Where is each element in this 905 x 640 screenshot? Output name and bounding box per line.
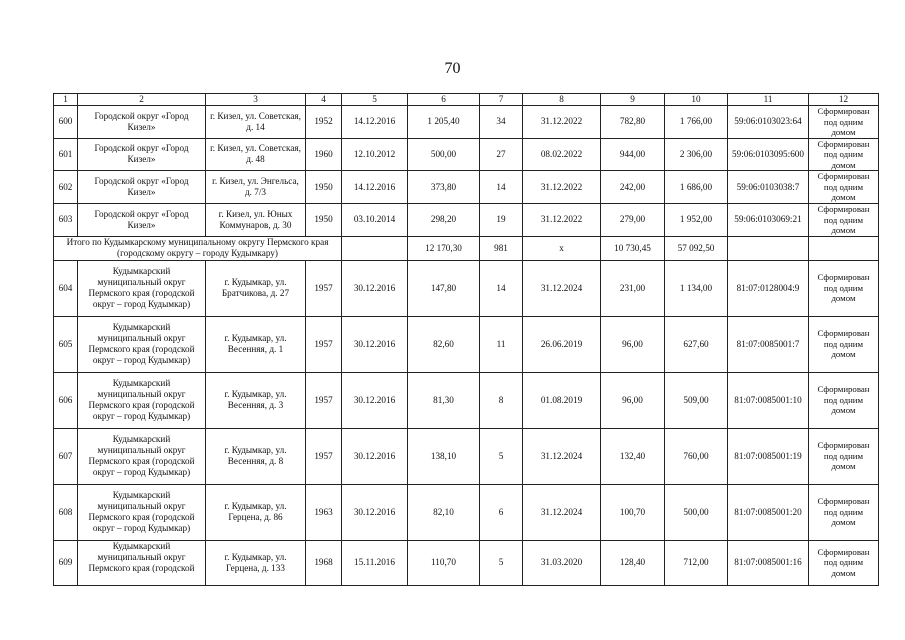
row-number: 602: [54, 171, 78, 204]
address-cell: г. Кизел, ул. Советская, д. 14: [206, 106, 306, 139]
value-cell: 1 766,00: [665, 106, 728, 139]
area-cell: 81,30: [408, 372, 480, 428]
column-header: 4: [306, 94, 342, 106]
municipality-cell: Городской округ «Город Кизел»: [78, 203, 206, 236]
residents-cell: 19: [480, 203, 523, 236]
housing-table: [53, 93, 879, 586]
year-cell: 1957: [306, 316, 342, 372]
value-cell: 627,60: [665, 316, 728, 372]
total-value-10: 57 092,50: [665, 236, 728, 260]
deadline-cell: 31.12.2022: [523, 106, 601, 139]
area-cell: 298,20: [408, 203, 480, 236]
year-cell: 1957: [306, 260, 342, 316]
table-row: [54, 428, 879, 484]
empty-cell: [809, 236, 879, 260]
status-cell: Сформирован под одним домом: [809, 260, 879, 316]
address-cell: г. Кудымкар, ул. Герцена, д. 86: [206, 484, 306, 540]
address-cell: г. Кудымкар, ул. Весенняя, д. 1: [206, 316, 306, 372]
column-header: 1: [54, 94, 78, 106]
value-cell: 782,80: [601, 106, 665, 139]
total-value-9: 10 730,45: [601, 236, 665, 260]
cadastral-cell: 59:06:0103023:64: [728, 106, 809, 139]
year-cell: 1950: [306, 203, 342, 236]
year-cell: 1952: [306, 106, 342, 139]
area-cell: 373,80: [408, 171, 480, 204]
total-row: [54, 236, 879, 260]
column-header: 11: [728, 94, 809, 106]
total-label: Итого по Кудымкарскому муниципальному округу Пермского края (городскому округу – городу Кудымкару): [54, 236, 342, 260]
date-cell: 30.12.2016: [342, 260, 408, 316]
empty-cell: [728, 236, 809, 260]
value-cell: 128,40: [601, 540, 665, 585]
value-cell: 2 306,00: [665, 138, 728, 171]
residents-cell: 34: [480, 106, 523, 139]
deadline-cell: 31.03.2020: [523, 540, 601, 585]
value-cell: 96,00: [601, 316, 665, 372]
row-number: 604: [54, 260, 78, 316]
municipality-cell: Городской округ «Город Кизел»: [78, 106, 206, 139]
cadastral-cell: 81:07:0128004:9: [728, 260, 809, 316]
residents-cell: 8: [480, 372, 523, 428]
table-row: [54, 171, 879, 204]
year-cell: 1968: [306, 540, 342, 585]
date-cell: 15.11.2016: [342, 540, 408, 585]
status-cell: Сформирован под одним домом: [809, 540, 879, 585]
deadline-cell: 08.02.2022: [523, 138, 601, 171]
cadastral-cell: 81:07:0085001:16: [728, 540, 809, 585]
value-cell: 279,00: [601, 203, 665, 236]
date-cell: 03.10.2014: [342, 203, 408, 236]
value-cell: 242,00: [601, 171, 665, 204]
column-header: 12: [809, 94, 879, 106]
address-cell: г. Кизел, ул. Советская, д. 48: [206, 138, 306, 171]
table-row: [54, 203, 879, 236]
value-cell: 944,00: [601, 138, 665, 171]
table-row: [54, 260, 879, 316]
residents-cell: 6: [480, 484, 523, 540]
year-cell: 1960: [306, 138, 342, 171]
area-cell: 1 205,40: [408, 106, 480, 139]
value-cell: 231,00: [601, 260, 665, 316]
date-cell: 30.12.2016: [342, 316, 408, 372]
date-cell: 14.12.2016: [342, 106, 408, 139]
deadline-cell: 31.12.2022: [523, 203, 601, 236]
table-row: [54, 484, 879, 540]
area-cell: 147,80: [408, 260, 480, 316]
address-cell: г. Кудымкар, ул. Весенняя, д. 3: [206, 372, 306, 428]
row-number: 606: [54, 372, 78, 428]
column-header: 3: [206, 94, 306, 106]
status-cell: Сформирован под одним домом: [809, 484, 879, 540]
residents-cell: 14: [480, 260, 523, 316]
value-cell: 1 134,00: [665, 260, 728, 316]
area-cell: 82,60: [408, 316, 480, 372]
status-cell: Сформирован под одним домом: [809, 316, 879, 372]
cadastral-cell: 59:06:0103069:21: [728, 203, 809, 236]
status-cell: Сформирован под одним домом: [809, 106, 879, 139]
total-area: 12 170,30: [408, 236, 480, 260]
column-header: 6: [408, 94, 480, 106]
municipality-cell: Кудымкарский муниципальный округ Пермского края (городской округ – город Кудымкар): [78, 428, 206, 484]
status-cell: Сформирован под одним домом: [809, 203, 879, 236]
total-residents: 981: [480, 236, 523, 260]
column-header: 8: [523, 94, 601, 106]
table-row: [54, 540, 879, 585]
deadline-cell: 26.06.2019: [523, 316, 601, 372]
column-header: 7: [480, 94, 523, 106]
cadastral-cell: 59:06:0103095:600: [728, 138, 809, 171]
residents-cell: 5: [480, 428, 523, 484]
value-cell: 500,00: [665, 484, 728, 540]
table-row: [54, 106, 879, 139]
municipality-cell: Городской округ «Город Кизел»: [78, 171, 206, 204]
page-number: 70: [444, 60, 461, 77]
value-cell: 132,40: [601, 428, 665, 484]
value-cell: 96,00: [601, 372, 665, 428]
cadastral-cell: 59:06:0103038:7: [728, 171, 809, 204]
year-cell: 1963: [306, 484, 342, 540]
date-cell: 30.12.2016: [342, 484, 408, 540]
cadastral-cell: 81:07:0085001:20: [728, 484, 809, 540]
row-number: 608: [54, 484, 78, 540]
date-cell: 30.12.2016: [342, 372, 408, 428]
residents-cell: 11: [480, 316, 523, 372]
municipality-cell: Городской округ «Город Кизел»: [78, 138, 206, 171]
column-header: 2: [78, 94, 206, 106]
status-cell: Сформирован под одним домом: [809, 138, 879, 171]
address-cell: г. Кизел, ул. Юных Коммунаров, д. 30: [206, 203, 306, 236]
row-number: 601: [54, 138, 78, 171]
municipality-cell: Кудымкарский муниципальный округ Пермского края (городской: [78, 540, 206, 585]
value-cell: 760,00: [665, 428, 728, 484]
deadline-cell: 31.12.2024: [523, 484, 601, 540]
date-cell: 12.10.2012: [342, 138, 408, 171]
table-row: [54, 372, 879, 428]
row-number: 605: [54, 316, 78, 372]
municipality-cell: Кудымкарский муниципальный округ Пермского края (городской округ – город Кудымкар): [78, 484, 206, 540]
row-number: 607: [54, 428, 78, 484]
status-cell: Сформирован под одним домом: [809, 428, 879, 484]
empty-cell: [342, 236, 408, 260]
residents-cell: 27: [480, 138, 523, 171]
address-cell: г. Кудымкар, ул. Весенняя, д. 8: [206, 428, 306, 484]
value-cell: 712,00: [665, 540, 728, 585]
column-number-row: [54, 94, 879, 106]
total-deadline: x: [523, 236, 601, 260]
status-cell: Сформирован под одним домом: [809, 372, 879, 428]
cadastral-cell: 81:07:0085001:19: [728, 428, 809, 484]
date-cell: 30.12.2016: [342, 428, 408, 484]
residents-cell: 14: [480, 171, 523, 204]
area-cell: 110,70: [408, 540, 480, 585]
cadastral-cell: 81:07:0085001:7: [728, 316, 809, 372]
municipality-cell: Кудымкарский муниципальный округ Пермского края (городской округ – город Кудымкар): [78, 260, 206, 316]
deadline-cell: 01.08.2019: [523, 372, 601, 428]
row-number: 603: [54, 203, 78, 236]
year-cell: 1957: [306, 372, 342, 428]
address-cell: г. Кудымкар, ул. Герцена, д. 133: [206, 540, 306, 585]
area-cell: 138,10: [408, 428, 480, 484]
value-cell: 509,00: [665, 372, 728, 428]
table-body: [54, 94, 879, 586]
row-number: 600: [54, 106, 78, 139]
row-number: 609: [54, 540, 78, 585]
area-cell: 500,00: [408, 138, 480, 171]
value-cell: 100,70: [601, 484, 665, 540]
date-cell: 14.12.2016: [342, 171, 408, 204]
cadastral-cell: 81:07:0085001:10: [728, 372, 809, 428]
deadline-cell: 31.12.2024: [523, 428, 601, 484]
column-header: 9: [601, 94, 665, 106]
area-cell: 82,10: [408, 484, 480, 540]
deadline-cell: 31.12.2022: [523, 171, 601, 204]
status-cell: Сформирован под одним домом: [809, 171, 879, 204]
residents-cell: 5: [480, 540, 523, 585]
year-cell: 1950: [306, 171, 342, 204]
year-cell: 1957: [306, 428, 342, 484]
value-cell: 1 952,00: [665, 203, 728, 236]
municipality-cell: Кудымкарский муниципальный округ Пермского края (городской округ – город Кудымкар): [78, 372, 206, 428]
address-cell: г. Кизел, ул. Энгельса, д. 7/3: [206, 171, 306, 204]
municipality-cell: Кудымкарский муниципальный округ Пермского края (городской округ – город Кудымкар): [78, 316, 206, 372]
column-header: 10: [665, 94, 728, 106]
table-row: [54, 138, 879, 171]
address-cell: г. Кудымкар, ул. Братчикова, д. 27: [206, 260, 306, 316]
value-cell: 1 686,00: [665, 171, 728, 204]
deadline-cell: 31.12.2024: [523, 260, 601, 316]
column-header: 5: [342, 94, 408, 106]
table-row: [54, 316, 879, 372]
